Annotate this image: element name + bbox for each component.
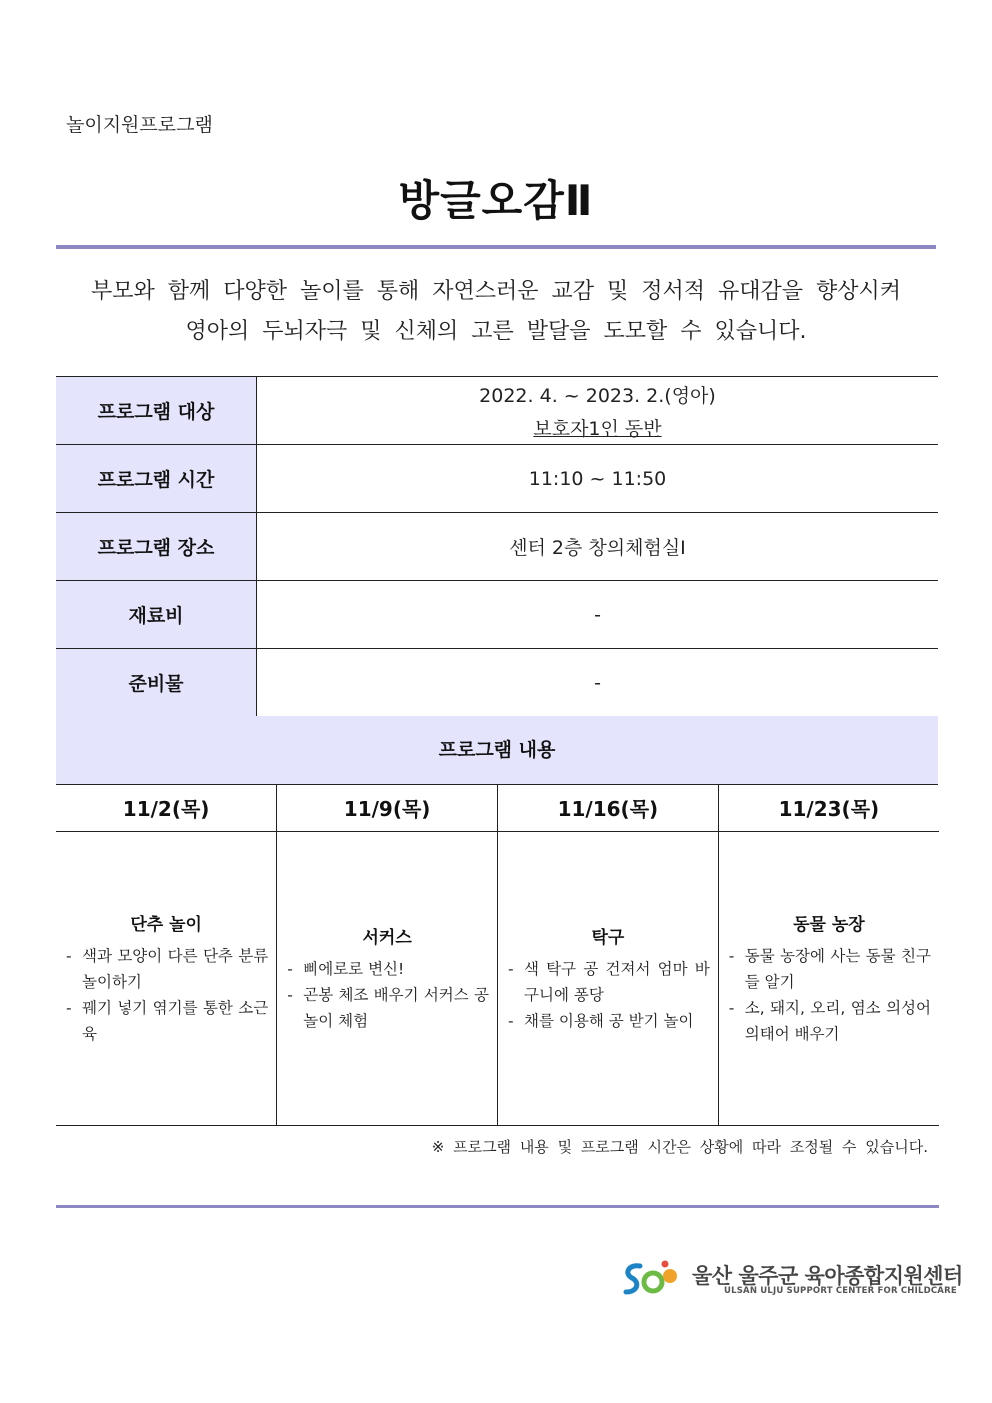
schedule-dates-row	[56, 784, 939, 832]
activity-list	[727, 943, 931, 1047]
program-content-header: 프로그램 내용	[56, 716, 938, 785]
program-info-table	[56, 376, 938, 717]
bottom-divider	[56, 1205, 939, 1208]
center-logo-icon	[620, 1258, 680, 1302]
center-name: 울산 울주군 육아종합지원센터	[692, 1264, 963, 1288]
info-row-place	[56, 513, 938, 581]
schedule-date: 11/9(목)	[277, 784, 498, 832]
intro-line-2: 영아의 두뇌자극 및 신체의 고른 발달을 도모할 수 있습니다.	[185, 319, 807, 344]
info-value-period: 2022. 4. ~ 2023. 2.(영아)	[479, 384, 716, 407]
info-label: 재료비	[56, 581, 257, 649]
info-value: -	[257, 649, 939, 717]
info-label: 프로그램 장소	[56, 513, 257, 581]
schedule-cell	[718, 832, 939, 1126]
info-row-target	[56, 377, 938, 445]
activity-item: - 삐에로로 변신!	[285, 956, 489, 982]
schedule-cell	[56, 832, 277, 1126]
info-value: 센터 2층 창의체험실Ⅰ	[257, 513, 939, 581]
schedule-table	[56, 784, 939, 1126]
activity-item: - 곤봉 체조 배우기 서커스 공 놀이 체험	[285, 982, 489, 1034]
activity-item: - 꿰기 넣기 엮기를 통한 소근육	[64, 995, 268, 1047]
top-divider	[56, 245, 936, 249]
center-name-english: ULSAN ULJU SUPPORT CENTER FOR CHILDCARE	[724, 1286, 957, 1296]
info-label: 프로그램 대상	[56, 377, 257, 445]
info-value: 11:10 ~ 11:50	[257, 445, 939, 513]
activity-title: 동물 농장	[793, 915, 865, 935]
activity-title: 서커스	[362, 928, 412, 948]
schedule-date: 11/23(목)	[718, 784, 939, 832]
activity-title: 단추 놀이	[130, 915, 202, 935]
activity-list	[506, 956, 710, 1034]
info-row-time	[56, 445, 938, 513]
activity-item: - 색과 모양이 다른 단추 분류 놀이하기	[64, 943, 268, 995]
activity-list	[285, 956, 489, 1034]
page-title: 방글오감Ⅱ	[398, 176, 594, 225]
schedule-note: ※ 프로그램 내용 및 프로그램 시간은 상황에 따라 조정될 수 있습니다.	[431, 1138, 928, 1156]
info-row-fee	[56, 581, 938, 649]
category-label: 놀이지원프로그램	[66, 114, 213, 136]
intro-text	[56, 272, 936, 352]
info-label: 프로그램 시간	[56, 445, 257, 513]
intro-line-1: 부모와 함께 다양한 놀이를 통해 자연스러운 교감 및 정서적 유대감을 향상시켜	[91, 279, 901, 304]
activity-item: - 소, 돼지, 오리, 염소 의성어 의태어 배우기	[727, 995, 931, 1047]
info-value	[257, 377, 939, 445]
activity-item: - 동물 농장에 사는 동물 친구들 알기	[727, 943, 931, 995]
schedule-cell	[498, 832, 719, 1126]
activity-title: 탁구	[591, 928, 625, 948]
info-value-guardian: 보호자1인 동반	[533, 417, 662, 440]
schedule-date: 11/16(목)	[498, 784, 719, 832]
info-value: -	[257, 581, 939, 649]
info-label: 준비물	[56, 649, 257, 717]
activity-item: - 색 탁구 공 건져서 엄마 바구니에 퐁당	[506, 956, 710, 1008]
activity-item: - 채를 이용해 공 받기 놀이	[506, 1008, 710, 1034]
activity-list	[64, 943, 268, 1047]
schedule-cell	[277, 832, 498, 1126]
schedule-date: 11/2(목)	[56, 784, 277, 832]
center-logo	[620, 1258, 963, 1302]
schedule-activities-row	[56, 832, 939, 1126]
info-row-supplies	[56, 649, 938, 717]
